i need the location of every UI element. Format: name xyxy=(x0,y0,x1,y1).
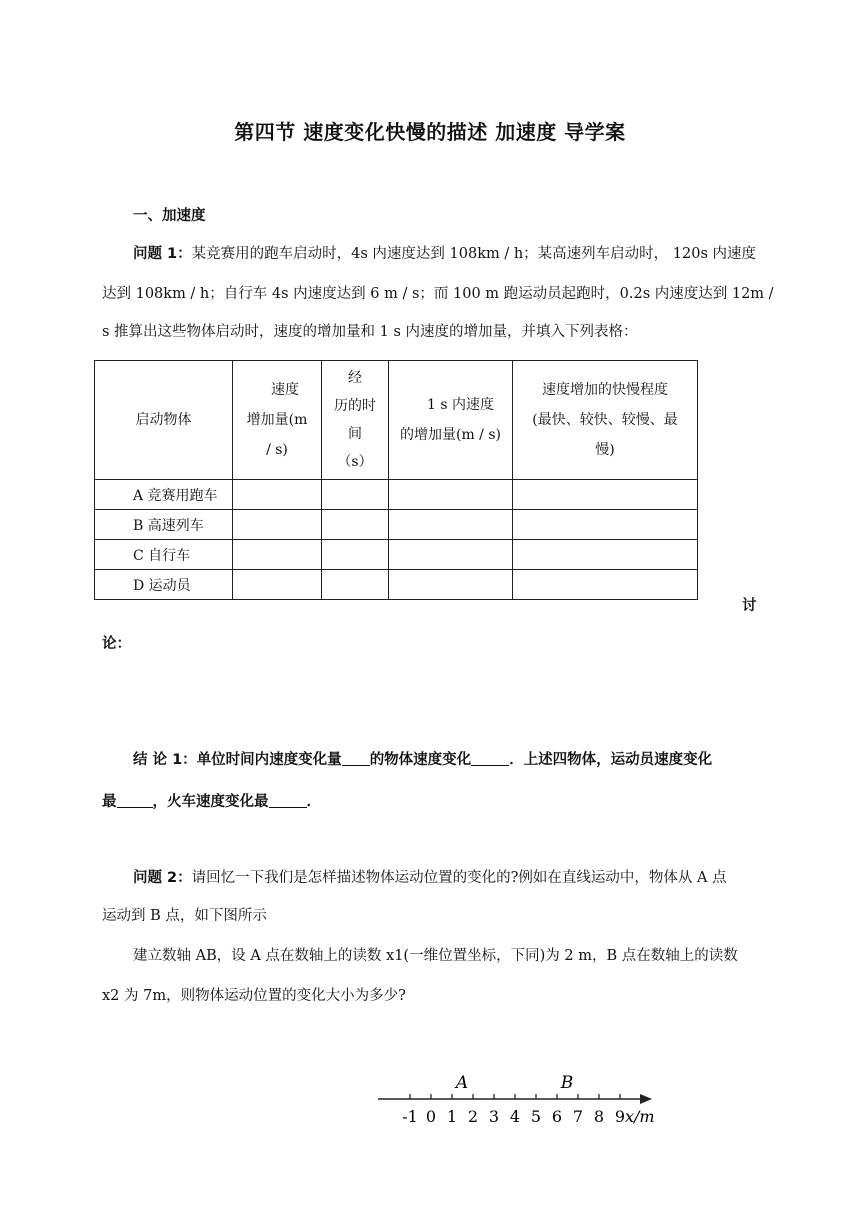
fill-blank[interactable] xyxy=(471,751,509,766)
table-cell xyxy=(233,540,322,570)
speed-table xyxy=(94,360,698,600)
table-row xyxy=(95,540,698,570)
problem2-line2: 运动到 B 点，如下图所示 xyxy=(102,908,267,924)
fill-blank[interactable] xyxy=(269,793,307,808)
row-label: A 竞赛用跑车 xyxy=(95,480,233,510)
axis-tick-label: 6 xyxy=(551,1107,563,1126)
conclusion1-line2: 最 ，火车速度变化最 ． xyxy=(102,794,321,810)
table-cell xyxy=(513,570,698,600)
table-cell xyxy=(513,540,698,570)
point-a-label: A xyxy=(455,1073,469,1093)
table-cell xyxy=(389,480,513,510)
fill-blank[interactable] xyxy=(117,793,153,808)
problem1-line3: s 推算出这些物体启动时，速度的增加量和 1 s 内速度的增加量，并填入下列表格： xyxy=(102,324,638,340)
axis-tick-label: 8 xyxy=(593,1107,605,1126)
problem1-line2: 达到 108km / h；自行车 4s 内速度达到 6 m / s；而 100 m 跑运动员起跑时，0.2s 内速度达到 12m / xyxy=(102,286,774,302)
row-label: B 高速列车 xyxy=(95,510,233,540)
problem1-label: 问题 1： xyxy=(133,246,192,262)
table-row xyxy=(95,480,698,510)
table-cell xyxy=(322,540,389,570)
table-cell xyxy=(233,480,322,510)
number-axis-figure xyxy=(370,1030,670,1150)
header-object: 启动物体 xyxy=(95,361,233,480)
axis-tick-label: 7 xyxy=(572,1107,584,1126)
table-cell xyxy=(233,510,322,540)
row-label: C 自行车 xyxy=(95,540,233,570)
conclusion1-label: 结 论 1： xyxy=(133,752,197,768)
table-cell xyxy=(322,570,389,600)
table-cell xyxy=(389,510,513,540)
axis-tick-label: 9 xyxy=(614,1107,626,1126)
problem2-label: 问题 2： xyxy=(133,870,192,886)
table-row xyxy=(95,570,698,600)
page-title: 第四节 速度变化快慢的描述 加速度 导学案 xyxy=(234,120,626,144)
row-label: D 运动员 xyxy=(95,570,233,600)
point-b-label: B xyxy=(560,1073,574,1093)
table-row xyxy=(95,510,698,540)
header-speed-increase: 速度 增加量(m / s) xyxy=(233,361,322,480)
table-cell xyxy=(233,570,322,600)
axis-tick-label: -1 xyxy=(402,1107,418,1126)
table-cell xyxy=(322,480,389,510)
header-per-second: 1 s 内速度 的增加量(m / s) xyxy=(389,361,513,480)
fill-blank[interactable] xyxy=(342,751,370,766)
axis-tick-label: 4 xyxy=(509,1107,521,1126)
axis-unit-label: x/m xyxy=(625,1107,655,1126)
problem1-line1 xyxy=(133,244,756,264)
table-cell xyxy=(389,570,513,600)
table-cell xyxy=(389,540,513,570)
axis-tick-label: 1 xyxy=(446,1107,458,1126)
problem2-line3: 建立数轴 AB，设 A 点在数轴上的读数 x1(一维位置坐标，下同)为 2 m，B 点在数轴上的读数 xyxy=(133,948,738,964)
discussion-label-part1: 讨 xyxy=(742,598,757,614)
conclusion1-line1: 结 论 1：单位时间内速度变化量 的物体速度变化 ．上述四物体，运动员速度变化 xyxy=(133,752,713,768)
problem2-line1: 问题 2：请回忆一下我们是怎样描述物体运动位置的变化的?例如在直线运动中，物体从 A 点 xyxy=(133,870,727,886)
section-heading: 一、加速度 xyxy=(133,208,206,224)
problem1-text-1: 某竞赛用的跑车启动时，4s 内速度达到 108km / h；某高速列车启动时， 120s 内速度 xyxy=(191,246,757,262)
header-rate: 速度增加的快慢程度 (最快、较快、较慢、最 慢) xyxy=(513,361,698,480)
header-time: 经 历的时 间 （s） xyxy=(322,361,389,480)
table-cell xyxy=(513,480,698,510)
table-cell xyxy=(513,510,698,540)
table-cell xyxy=(322,510,389,540)
axis-tick-label: 0 xyxy=(425,1107,437,1126)
axis-tick-label: 5 xyxy=(530,1107,542,1126)
axis-tick-label: 2 xyxy=(467,1107,479,1126)
axis-arrow xyxy=(640,1094,652,1104)
discussion-label-part2: 论： xyxy=(102,636,131,652)
problem2-line4: x2 为 7m，则物体运动位置的变化大小为多少? xyxy=(102,988,406,1004)
axis-tick-label: 3 xyxy=(488,1107,500,1126)
